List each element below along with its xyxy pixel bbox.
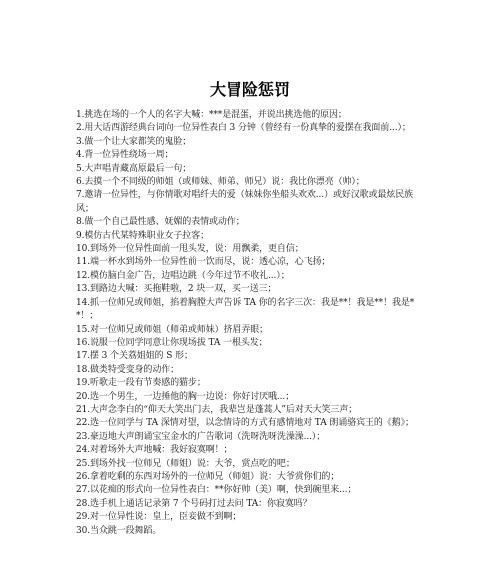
list-item: 8.做一个自己最性感、妩媚的表情或动作；: [76, 217, 245, 228]
list-item: 6.去摸一个不同级的师姐（或师妹、师弟、师兄）说：我比你漂亮（帅）；: [76, 177, 365, 188]
list-item: 13.到路边大喊：买拖鞋啦，2 块一双，买一送三；: [76, 284, 277, 295]
list-item: 27.以花痴的形式向一位异性表白：**你好帅（美）啊，快到碗里来...；: [76, 485, 357, 496]
list-item: 25.到场外找一位师兄（师姐）说：大爷，赏点吃的吧；: [76, 458, 295, 469]
list-item: 24.对着场外大声地喊：我好寂寞啊！；: [76, 445, 233, 456]
list-item: 5.大声唱青藏高原最后一句；: [76, 163, 192, 174]
list-item: 30.当众跳一段舞蹈。: [76, 525, 162, 536]
list-item: 28.选手机上通话记录第 7 个号码打过去问 TA：你寂寞吗？: [76, 498, 312, 509]
list-item: 12.模仿脑白金广告，边唱边跳（今年过节不收礼...）；: [76, 270, 290, 281]
list-item: 1.挑选在场的一个人的名字大喊：***是混蛋，并说出挑选他的原因；: [76, 110, 347, 120]
list-item: 3.做一个让大家都笑的鬼脸；: [76, 136, 192, 147]
list-item: 10.到场外一位异性面前一甩头发，说：用飘柔，更自信；: [76, 244, 304, 255]
punishment-list: [76, 109, 424, 538]
list-item: 15.对一位师兄或师姐（师弟或师妹）挤眉弄眼；: [76, 324, 269, 335]
page-title: 大冒险惩罚: [209, 80, 290, 99]
list-item: 20.选一个男生，一边捶他的胸一边说：你好讨厌哦...；: [76, 391, 295, 402]
list-item: 26.拿着吃剩的东西对场外的一位师兄（师姐）说：大爷赏你们的；: [76, 471, 340, 482]
list-item: 2.用大话西游经典台词向一位异性表白 3 分钟（曾经有一份真挚的爱摆在我面前...）；: [76, 123, 411, 134]
list-item: 7.邀请一位异性，与你情歌对唱纤夫的爱（妹妹你坐船头欢欢...）或好汉歌或最炫民族风；: [76, 190, 414, 214]
list-item: 17.摆 3 个关荔姐姐的 S 形；: [76, 351, 193, 362]
list-item: 22.选一位同学与 TA 深情对望，以念情诗的方式有感情地对 TA 朗诵骆宾王的《鹅》；: [76, 418, 414, 429]
list-item: 21.大声念李白的“仰天大笑出门去，我辈岂是蓬蒿人”后对天大笑三声；: [76, 404, 358, 415]
list-item: 9.模仿古代某特殊职业女子拉客；: [76, 230, 209, 241]
list-item: 16.说服一位同学同意让你现场拔 TA 一根头发；: [76, 337, 268, 348]
list-item: 14.抓一位师兄或师姐，掐着胸膛大声告诉 TA 你的名字三次：我是**！我是**！我是**！；: [76, 297, 415, 322]
list-item: 4.背一位异性绕场一周；: [76, 150, 174, 161]
list-item: 11.端一杯水到场外一位异性前一饮而尽，说：透心凉，心飞扬；: [76, 257, 331, 268]
list-item: 19.听歌走一段有节奏感的猫步；: [76, 378, 206, 389]
list-item: 23.豪迈地大声朗诵宝宝金水的广告歌词（洗呀洗呀洗澡澡...）；: [76, 431, 326, 442]
list-item: 18.做类特受变身的动作；: [76, 364, 180, 375]
list-item: 29.对一位异性说：皇上，臣妾做不到啊；: [76, 512, 242, 523]
